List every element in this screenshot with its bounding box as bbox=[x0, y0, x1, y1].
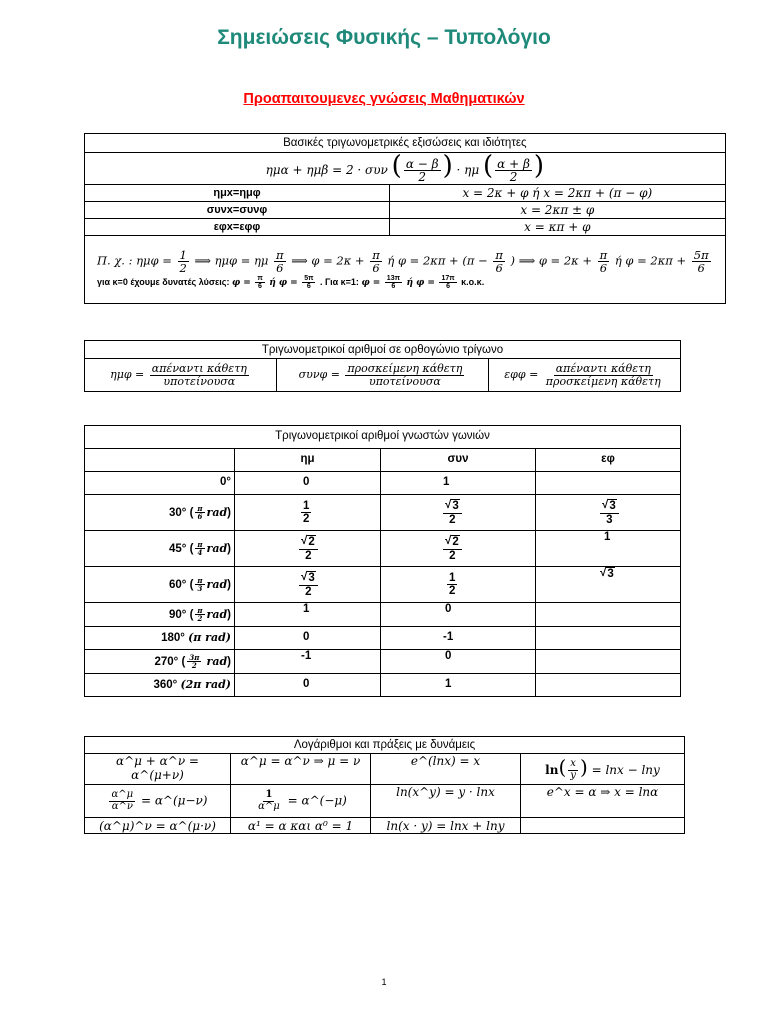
known-angles-header: Τριγωνομετρικοί αριθμοί γνωστών γωνιών bbox=[85, 426, 681, 449]
sin-value: 1 bbox=[235, 603, 381, 627]
table-row bbox=[85, 650, 681, 674]
section-title: Προαπαιτουμενες γνώσεις Μαθηματικών bbox=[243, 91, 525, 107]
known-angles-table bbox=[84, 425, 681, 697]
tan-value bbox=[536, 650, 681, 674]
angle-cell: 360° (2π rad) bbox=[85, 674, 235, 697]
sin-value: √ 3 2 bbox=[235, 567, 381, 603]
power-of-power-rule: (α^μ)^ν = α^(μ·ν) bbox=[85, 818, 231, 834]
sin-value: 0 bbox=[235, 674, 381, 697]
table-row bbox=[85, 603, 681, 627]
solution-cell: x = 2κπ ± φ bbox=[390, 202, 726, 219]
table-row bbox=[85, 674, 681, 697]
tan-definition: εφφ = $\frac{\text{απέναντι κάθετη}}{\text{προσκείμενη κάθετη}}$ bbox=[489, 359, 681, 392]
cos-value: 1 bbox=[381, 472, 536, 495]
tan-value: √ 3 bbox=[536, 567, 681, 603]
cos-value: 0 bbox=[381, 650, 536, 674]
sin-value: 0 bbox=[235, 627, 381, 650]
logarithms-header: Λογάριθμοι και πράξεις με δυνάμεις bbox=[85, 737, 685, 754]
col-sin: ημ bbox=[235, 449, 381, 472]
page-number: 1 bbox=[381, 977, 387, 987]
table-row bbox=[85, 472, 681, 495]
log-quotient-rule: ln( $\frac{x}{y}$ ) = lnx − lny bbox=[521, 754, 685, 785]
trig-equations-table bbox=[84, 133, 726, 304]
equation-cell: ημx=ημφ bbox=[85, 185, 390, 202]
cos-value: -1 bbox=[381, 627, 536, 650]
example-cell bbox=[85, 236, 726, 304]
tan-value bbox=[536, 472, 681, 495]
equation-cell: εφx=εφφ bbox=[85, 219, 390, 236]
solution-cell: x = 2κ + φ ή x = 2κπ + (π − φ) bbox=[390, 185, 726, 202]
tan-value bbox=[536, 674, 681, 697]
exponent-equality-rule: α^μ = α^ν ⇒ μ = ν bbox=[231, 754, 371, 785]
table-row bbox=[85, 495, 681, 531]
tan-value bbox=[536, 603, 681, 627]
cos-value: 1 bbox=[381, 674, 536, 697]
angle-cell: 90° ( $\frac{\pi}{2}$ rad) bbox=[85, 603, 235, 627]
trig-equations-header: Βασικές τριγωνομετρικές εξισώσεις και ιδιότητες bbox=[85, 134, 726, 153]
sin-definition: ημφ = $\frac{\text{απέναντι κάθετη}}{\text{υποτείνουσα}}$ bbox=[85, 359, 277, 392]
angle-cell: 60° ( $\frac{\pi}{3}$ rad) bbox=[85, 567, 235, 603]
cos-value: √ 3 2 bbox=[381, 495, 536, 531]
angle-cell: 180° (π rad) bbox=[85, 627, 235, 650]
right-triangle-header: Τριγωνομετρικοί αριθμοί σε ορθογώνιο τρίγωνο bbox=[85, 341, 681, 359]
example-note: για κ=0 έχουμε δυνατές λύσεις: φ = $\frac{\pi}{6}$ ή φ = $\frac{5\pi}{6}$ . Για κ=1: φ = $\frac{13\pi}{6}$ ή φ = $\frac{17\pi}{6}$ κ.ο.κ. bbox=[97, 274, 485, 291]
sin-value: -1 bbox=[235, 650, 381, 674]
empty-cell bbox=[521, 818, 685, 834]
logarithms-table bbox=[84, 736, 685, 834]
right-triangle-table bbox=[84, 340, 681, 392]
cos-value: √ 2 2 bbox=[381, 531, 536, 567]
table-row bbox=[85, 627, 681, 650]
table-row bbox=[85, 531, 681, 567]
angle-cell: 270° ( $\frac{3\pi}{2}$ rad) bbox=[85, 650, 235, 674]
corner-cell bbox=[85, 449, 235, 472]
exponent-sum-rule: α^μ + α^ν = α^(μ+ν) bbox=[85, 754, 231, 785]
log-power-rule: ln(x^y) = y · lnx bbox=[371, 785, 521, 818]
exponent-quotient-rule: $\frac{\alpha\^{}\mu}{\alpha\^{}\nu}$ = α^(μ−ν) bbox=[85, 785, 231, 818]
solution-cell: x = κπ + φ bbox=[390, 219, 726, 236]
page-title: Σημειώσεις Φυσικής – Τυπολόγιο bbox=[217, 26, 551, 49]
sin-value: $\frac{1}{2}$ bbox=[235, 495, 381, 531]
cos-value: $\frac{1}{2}$ bbox=[381, 567, 536, 603]
example-line: Π. χ. : ημφ = $\frac{1}{2}$ ⟹ ημφ = ημ $\frac{\pi}{6}$ ⟹ φ = 2κ + $\frac{\pi}{6}$ ή φ = 2κπ + (π − $\frac{\pi}{6}$ ) ⟹ φ = 2κ + $\frac{\pi}{6}$ ή φ = 2κπ + $\frac{5\pi}{6}$ bbox=[97, 247, 709, 275]
exp-log-identity: e^(lnx) = x bbox=[371, 754, 521, 785]
cos-definition: συνφ = $\frac{\text{προσκείμενη κάθετη}}{\text{υποτείνουσα}}$ bbox=[277, 359, 489, 392]
negative-exponent-rule: $\frac{1}{\alpha\^{}\mu}$ = α^(−μ) bbox=[231, 785, 371, 818]
tan-value: √ 3 3 bbox=[536, 495, 681, 531]
sin-value: 0 bbox=[235, 472, 381, 495]
equation-cell: συνx=συνφ bbox=[85, 202, 390, 219]
exp-to-log-rule: e^x = α ⇒ x = lnα bbox=[521, 785, 685, 818]
log-product-rule: ln(x · y) = lnx + lny bbox=[371, 818, 521, 834]
unit-zero-exponent-rule: α¹ = α και α⁰ = 1 bbox=[231, 818, 371, 834]
table-row bbox=[85, 567, 681, 603]
tan-value bbox=[536, 627, 681, 650]
angle-cell: 30° ( $\frac{\pi}{6}$ rad) bbox=[85, 495, 235, 531]
col-tan: εφ bbox=[536, 449, 681, 472]
sin-value: √ 2 2 bbox=[235, 531, 381, 567]
tan-value: 1 bbox=[536, 531, 681, 567]
col-cos: συν bbox=[381, 449, 536, 472]
cos-value: 0 bbox=[381, 603, 536, 627]
angle-cell: 0° bbox=[85, 472, 235, 495]
angle-cell: 45° ( $\frac{\pi}{4}$ rad) bbox=[85, 531, 235, 567]
sum-identity: ημα + ημβ = 2 · συν ( $\frac{\alpha - \beta}{2}$ ) · ημ ( $\frac{\alpha + \beta}{2}$ ) bbox=[85, 153, 726, 185]
